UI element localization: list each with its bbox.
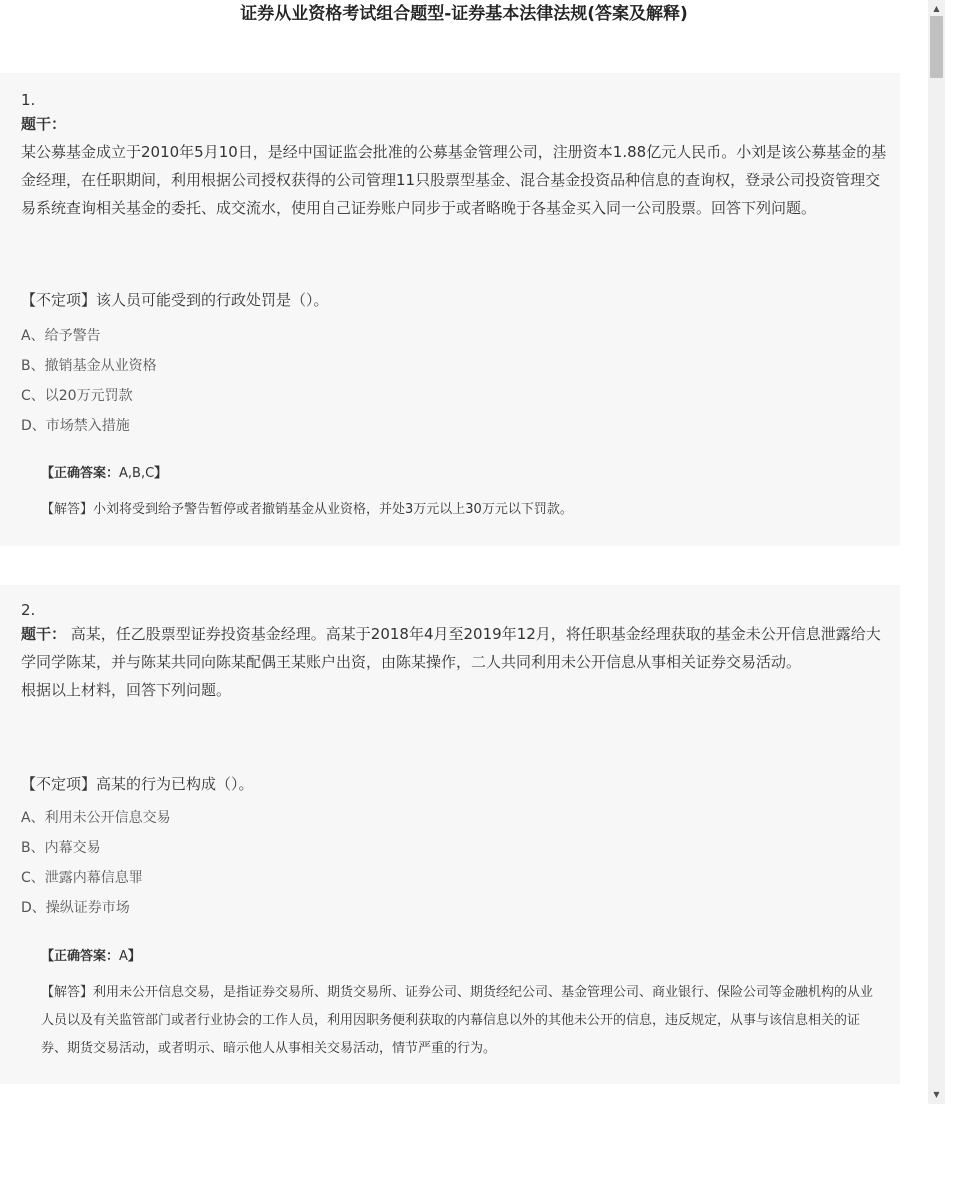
answer-value: A: [119, 949, 128, 964]
explanation: 【解答】利用未公开信息交易，是指证券交易所、期货交易所、证券公司、期货经纪公司、基金管理公司、商业银行、保险公司等金融机构的从业人员以及有关监管部门或者行业协会的工作人员，利用因职务便利获取的内幕信息以外的其他未公开的信息，违反规定，从事与该信息相关的证券、期货交易活动，或者明示、暗示他人从事相关交易活动，情节严重的行为。: [41, 985, 874, 1056]
question-prompt: 【不定项】该人员可能受到的行政处罚是（）。: [21, 291, 329, 309]
scroll-down-icon[interactable]: ▼: [933, 1090, 940, 1099]
question-card: [0, 585, 900, 1084]
answer-label: 【正确答案：: [41, 466, 120, 481]
page-title: 证券从业资格考试组合题型-证券基本法律法规(答案及解释): [240, 4, 688, 24]
answer-close: 】: [154, 466, 168, 481]
correct-answer: [41, 947, 141, 967]
question-number: 2.: [21, 601, 36, 619]
question-stem: [21, 620, 887, 704]
option-d[interactable]: D、市场禁入措施: [21, 418, 130, 434]
answer-close: 】: [127, 949, 141, 964]
option-list: [21, 326, 157, 446]
explanation: 【解答】小刘将受到给予警告暂停或者撤销基金从业资格，并处3万元以上30万元以下罚款。: [41, 502, 573, 517]
stem-text: 高某，任乙股票型证券投资基金经理。高某于2018年4月至2019年12月，将任职基金经理获取的基金未公开信息泄露给大学同学陈某，并与陈某共同向陈某配偶王某账户出资，由陈某操作，二人共同利用未公开信息从事相关证券交易活动。: [21, 625, 881, 671]
option-list: [21, 808, 171, 928]
option-b[interactable]: B、内幕交易: [21, 840, 101, 856]
stem-label: 题干：: [21, 115, 67, 133]
scroll-up-icon[interactable]: ▲: [933, 4, 940, 13]
stem-text: 某公募基金成立于2010年5月10日，是经中国证监会批准的公募基金管理公司，注册资本1.88亿元人民币。小刘是该公募基金的基金经理，在任职期间，利用根据公司授权获得的公司管理11只股票型基金、混合基金投资品种信息的查询权，登录公司投资管理交易系统查询相关基金的委托、成交流水，使用自己证券账户同步于或者略晚于各基金买入同一公司股票。回答下列问题。: [21, 143, 887, 217]
answer-value: A,B,C: [119, 466, 155, 481]
question-number: 1.: [21, 91, 36, 109]
option-a[interactable]: A、利用未公开信息交易: [21, 810, 171, 826]
question-prompt: 【不定项】高某的行为已构成（）。: [21, 775, 254, 793]
stem-label: 题干：: [21, 625, 67, 643]
option-b[interactable]: B、撤销基金从业资格: [21, 358, 157, 374]
option-c[interactable]: C、以20万元罚款: [21, 388, 133, 404]
option-c[interactable]: C、泄露内幕信息罪: [21, 870, 143, 886]
option-d[interactable]: D、操纵证券市场: [21, 900, 130, 916]
question-card: [0, 73, 900, 546]
vertical-scrollbar[interactable]: [928, 0, 945, 1104]
stem-extra: 根据以上材料，回答下列问题。: [21, 681, 232, 699]
answer-label: 【正确答案：: [41, 949, 120, 964]
correct-answer: [41, 464, 167, 484]
question-stem: [21, 110, 887, 222]
scroll-thumb[interactable]: [930, 16, 943, 78]
option-a[interactable]: A、给予警告: [21, 328, 101, 344]
